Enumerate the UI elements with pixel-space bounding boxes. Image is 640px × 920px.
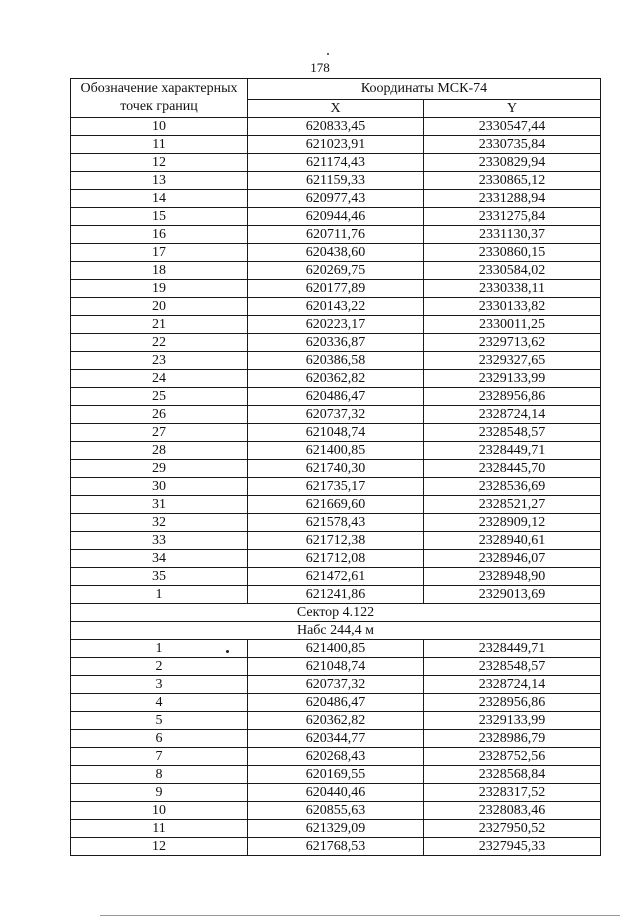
x-coordinate-cell: 621735,17 xyxy=(248,478,424,496)
x-coordinate-cell: 620268,43 xyxy=(248,748,424,766)
sector-label: Сектор 4.122 xyxy=(71,604,601,622)
table-row xyxy=(71,226,601,244)
coordinates-header: Координаты МСК-74 xyxy=(248,79,601,100)
x-coordinate-cell: 621740,30 xyxy=(248,460,424,478)
point-number-cell: 16 xyxy=(71,226,248,244)
table-row xyxy=(71,478,601,496)
y-coordinate-cell: 2330547,44 xyxy=(424,118,601,136)
sector-section xyxy=(71,604,601,640)
y-coordinate-cell: 2329133,99 xyxy=(424,370,601,388)
y-coordinate-cell: 2328548,57 xyxy=(424,658,601,676)
point-number-cell: 17 xyxy=(71,244,248,262)
point-number-cell: 24 xyxy=(71,370,248,388)
point-number-cell: 27 xyxy=(71,424,248,442)
x-coordinate-cell: 620977,43 xyxy=(248,190,424,208)
x-coordinate-cell: 621472,61 xyxy=(248,568,424,586)
scan-edge-line xyxy=(100,915,620,916)
point-number-cell: 28 xyxy=(71,442,248,460)
table-row xyxy=(71,352,601,370)
table-row xyxy=(71,658,601,676)
point-number-cell: 11 xyxy=(71,820,248,838)
point-number-cell: 34 xyxy=(71,550,248,568)
point-number-cell: 19 xyxy=(71,280,248,298)
point-number-cell: 7 xyxy=(71,748,248,766)
y-coordinate-cell: 2328724,14 xyxy=(424,676,601,694)
y-coordinate-cell: 2328752,56 xyxy=(424,748,601,766)
point-number-cell: 30 xyxy=(71,478,248,496)
y-coordinate-cell: 2328521,27 xyxy=(424,496,601,514)
point-number-cell: 2 xyxy=(71,658,248,676)
y-coordinate-cell: 2328536,69 xyxy=(424,478,601,496)
table-row xyxy=(71,172,601,190)
point-number-cell: 26 xyxy=(71,406,248,424)
table-row xyxy=(71,532,601,550)
point-number-cell: 12 xyxy=(71,154,248,172)
y-coordinate-cell: 2328724,14 xyxy=(424,406,601,424)
table-row xyxy=(71,244,601,262)
y-coordinate-cell: 2330735,84 xyxy=(424,136,601,154)
x-coordinate-cell: 621669,60 xyxy=(248,496,424,514)
point-number-cell: 22 xyxy=(71,334,248,352)
x-coordinate-cell: 621578,43 xyxy=(248,514,424,532)
y-coordinate-cell: 2328940,61 xyxy=(424,532,601,550)
table-row xyxy=(71,280,601,298)
points-column-header: Обозначение характерных точек границ xyxy=(71,79,248,118)
y-column-header: Y xyxy=(424,100,601,118)
y-coordinate-cell: 2327950,52 xyxy=(424,820,601,838)
x-coordinate-cell: 620486,47 xyxy=(248,388,424,406)
point-number-cell: 25 xyxy=(71,388,248,406)
y-coordinate-cell: 2330338,11 xyxy=(424,280,601,298)
y-coordinate-cell: 2328909,12 xyxy=(424,514,601,532)
y-coordinate-cell: 2330860,15 xyxy=(424,244,601,262)
y-coordinate-cell: 2328956,86 xyxy=(424,694,601,712)
point-number-cell: 1 xyxy=(71,640,248,658)
x-coordinate-cell: 621712,08 xyxy=(248,550,424,568)
point-number-cell: 10 xyxy=(71,118,248,136)
y-coordinate-cell: 2329013,69 xyxy=(424,586,601,604)
y-coordinate-cell: 2328083,46 xyxy=(424,802,601,820)
x-coordinate-cell: 620833,45 xyxy=(248,118,424,136)
point-number-cell: 13 xyxy=(71,172,248,190)
y-coordinate-cell: 2328946,07 xyxy=(424,550,601,568)
table-row xyxy=(71,550,601,568)
x-coordinate-cell: 621048,74 xyxy=(248,424,424,442)
table-row xyxy=(71,370,601,388)
x-coordinate-cell: 621712,38 xyxy=(248,532,424,550)
x-coordinate-cell: 621768,53 xyxy=(248,838,424,856)
x-coordinate-cell: 620438,60 xyxy=(248,244,424,262)
x-coordinate-cell: 621174,43 xyxy=(248,154,424,172)
x-coordinate-cell: 621400,85 xyxy=(248,442,424,460)
table-row xyxy=(71,730,601,748)
table-row xyxy=(71,766,601,784)
point-number-cell: 18 xyxy=(71,262,248,280)
scan-dot xyxy=(327,53,329,55)
y-coordinate-cell: 2328445,70 xyxy=(424,460,601,478)
table-row xyxy=(71,838,601,856)
table-row xyxy=(71,784,601,802)
y-coordinate-cell: 2331288,94 xyxy=(424,190,601,208)
point-number-cell: 9 xyxy=(71,784,248,802)
y-coordinate-cell: 2329327,65 xyxy=(424,352,601,370)
x-coordinate-cell: 620143,22 xyxy=(248,298,424,316)
y-coordinate-cell: 2328956,86 xyxy=(424,388,601,406)
y-coordinate-cell: 2327945,33 xyxy=(424,838,601,856)
x-coordinate-cell: 620169,55 xyxy=(248,766,424,784)
table-row xyxy=(71,748,601,766)
x-coordinate-cell: 620855,63 xyxy=(248,802,424,820)
y-coordinate-cell: 2329133,99 xyxy=(424,712,601,730)
x-coordinate-cell: 620223,17 xyxy=(248,316,424,334)
point-number-cell: 23 xyxy=(71,352,248,370)
x-coordinate-cell: 621048,74 xyxy=(248,658,424,676)
x-coordinate-cell: 620177,89 xyxy=(248,280,424,298)
table-row xyxy=(71,154,601,172)
table-row xyxy=(71,334,601,352)
point-number-cell: 11 xyxy=(71,136,248,154)
table-row xyxy=(71,136,601,154)
table-body-part1 xyxy=(71,118,601,604)
point-number-cell: 6 xyxy=(71,730,248,748)
x-coordinate-cell: 621329,09 xyxy=(248,820,424,838)
y-coordinate-cell: 2328449,71 xyxy=(424,640,601,658)
table-body-part2 xyxy=(71,640,601,856)
point-number-cell: 14 xyxy=(71,190,248,208)
x-coordinate-cell: 620362,82 xyxy=(248,712,424,730)
x-coordinate-cell: 620711,76 xyxy=(248,226,424,244)
x-coordinate-cell: 620362,82 xyxy=(248,370,424,388)
point-number-cell: 12 xyxy=(71,838,248,856)
y-coordinate-cell: 2328568,84 xyxy=(424,766,601,784)
table-row xyxy=(71,316,601,334)
x-coordinate-cell: 620386,58 xyxy=(248,352,424,370)
point-number-cell: 20 xyxy=(71,298,248,316)
y-coordinate-cell: 2330865,12 xyxy=(424,172,601,190)
table-row xyxy=(71,514,601,532)
table-row xyxy=(71,460,601,478)
table-row xyxy=(71,190,601,208)
point-number-cell: 31 xyxy=(71,496,248,514)
point-number-cell: 1 xyxy=(71,586,248,604)
y-coordinate-cell: 2329713,62 xyxy=(424,334,601,352)
x-coordinate-cell: 620440,46 xyxy=(248,784,424,802)
y-coordinate-cell: 2330584,02 xyxy=(424,262,601,280)
x-coordinate-cell: 620737,32 xyxy=(248,406,424,424)
point-number-cell: 32 xyxy=(71,514,248,532)
table-row xyxy=(71,712,601,730)
scan-dot xyxy=(226,650,229,653)
x-coordinate-cell: 620336,87 xyxy=(248,334,424,352)
x-column-header: X xyxy=(248,100,424,118)
y-coordinate-cell: 2328317,52 xyxy=(424,784,601,802)
y-coordinate-cell: 2328449,71 xyxy=(424,442,601,460)
table-row xyxy=(71,586,601,604)
table-row xyxy=(71,568,601,586)
table-row xyxy=(71,424,601,442)
point-number-cell: 33 xyxy=(71,532,248,550)
table-row xyxy=(71,298,601,316)
x-coordinate-cell: 621159,33 xyxy=(248,172,424,190)
x-coordinate-cell: 621023,91 xyxy=(248,136,424,154)
y-coordinate-cell: 2330829,94 xyxy=(424,154,601,172)
coordinates-table xyxy=(70,78,601,856)
table-row xyxy=(71,388,601,406)
x-coordinate-cell: 620269,75 xyxy=(248,262,424,280)
point-number-cell: 29 xyxy=(71,460,248,478)
y-coordinate-cell: 2328948,90 xyxy=(424,568,601,586)
table-row xyxy=(71,676,601,694)
x-coordinate-cell: 620944,46 xyxy=(248,208,424,226)
point-number-cell: 35 xyxy=(71,568,248,586)
point-number-cell: 5 xyxy=(71,712,248,730)
page-number: 178 xyxy=(310,60,330,75)
x-coordinate-cell: 621400,85 xyxy=(248,640,424,658)
point-number-cell: 3 xyxy=(71,676,248,694)
y-coordinate-cell: 2330133,82 xyxy=(424,298,601,316)
sector-row xyxy=(71,604,601,622)
x-coordinate-cell: 620344,77 xyxy=(248,730,424,748)
x-coordinate-cell: 620737,32 xyxy=(248,676,424,694)
y-coordinate-cell: 2328548,57 xyxy=(424,424,601,442)
table-row xyxy=(71,820,601,838)
table-row xyxy=(71,442,601,460)
table-row xyxy=(71,694,601,712)
height-row xyxy=(71,622,601,640)
x-coordinate-cell: 620486,47 xyxy=(248,694,424,712)
table-row xyxy=(71,118,601,136)
table-row xyxy=(71,406,601,424)
y-coordinate-cell: 2330011,25 xyxy=(424,316,601,334)
point-number-cell: 8 xyxy=(71,766,248,784)
table-row xyxy=(71,208,601,226)
y-coordinate-cell: 2328986,79 xyxy=(424,730,601,748)
y-coordinate-cell: 2331275,84 xyxy=(424,208,601,226)
point-number-cell: 10 xyxy=(71,802,248,820)
point-number-cell: 21 xyxy=(71,316,248,334)
height-label: Набс 244,4 м xyxy=(71,622,601,640)
table-row xyxy=(71,640,601,658)
point-number-cell: 4 xyxy=(71,694,248,712)
y-coordinate-cell: 2331130,37 xyxy=(424,226,601,244)
table-row xyxy=(71,496,601,514)
table-row xyxy=(71,802,601,820)
table-row xyxy=(71,262,601,280)
point-number-cell: 15 xyxy=(71,208,248,226)
x-coordinate-cell: 621241,86 xyxy=(248,586,424,604)
